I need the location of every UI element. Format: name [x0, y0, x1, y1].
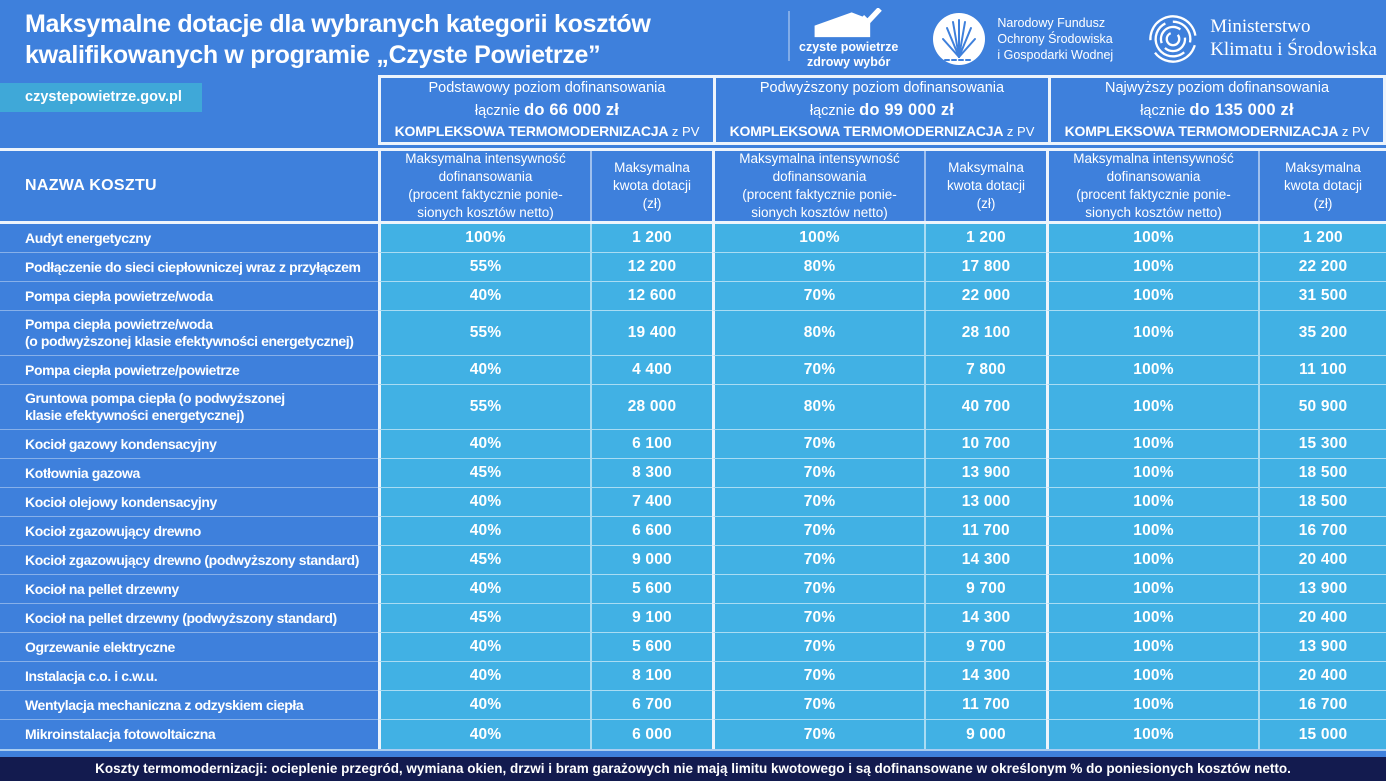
max-intensity: 100%: [1046, 633, 1258, 662]
table-row: [0, 517, 1386, 546]
max-grant-amount: 12 200: [590, 253, 712, 282]
max-intensity: 40%: [378, 282, 590, 311]
max-grant-amount: 20 400: [1258, 662, 1386, 691]
max-intensity: 80%: [712, 311, 924, 356]
nfosigw-logo-text: Narodowy Fundusz Ochrony Środowiska i Gospodarki Wodnej: [997, 15, 1114, 62]
max-grant-amount: 13 900: [924, 459, 1046, 488]
table-row: [0, 356, 1386, 385]
group-note: KOMPLEKSOWA TERMOMODERNIZACJA z PV: [394, 122, 700, 139]
house-check-icon: [809, 8, 889, 38]
max-grant-amount: 12 600: [590, 282, 712, 311]
table-row: [0, 662, 1386, 691]
table-row: [0, 430, 1386, 459]
max-intensity: 70%: [712, 691, 924, 720]
group-header-highest: [1048, 78, 1383, 142]
max-intensity: 70%: [712, 604, 924, 633]
cost-name: Kocioł na pellet drzewny: [0, 575, 378, 604]
max-intensity: 40%: [378, 356, 590, 385]
max-intensity: 40%: [378, 488, 590, 517]
table-row: [0, 311, 1386, 356]
max-grant-amount: 15 000: [1258, 720, 1386, 749]
max-grant-amount: 14 300: [924, 662, 1046, 691]
max-grant-amount: 5 600: [590, 575, 712, 604]
ministry-logo: [1147, 13, 1377, 65]
logo-strip: [790, 0, 1386, 75]
max-grant-amount: 28 000: [590, 385, 712, 430]
max-grant-amount: 20 400: [1258, 546, 1386, 575]
cost-name: Kocioł olejowy kondensacyjny: [0, 488, 378, 517]
max-grant-amount: 13 000: [924, 488, 1046, 517]
max-intensity: 70%: [712, 282, 924, 311]
fingerprint-icon: [1147, 13, 1199, 65]
group-limit: łącznie do 66 000 zł: [474, 101, 620, 120]
group-title: Najwyższy poziom dofinansowania: [1104, 80, 1330, 97]
table-row: [0, 385, 1386, 430]
max-grant-amount: 11 100: [1258, 356, 1386, 385]
max-intensity: 70%: [712, 517, 924, 546]
max-grant-amount: 50 900: [1258, 385, 1386, 430]
max-grant-amount: 16 700: [1258, 517, 1386, 546]
max-grant-amount: 31 500: [1258, 282, 1386, 311]
cost-name: Wentylacja mechaniczna z odzyskiem ciepła: [0, 691, 378, 720]
max-grant-amount: 15 300: [1258, 430, 1386, 459]
max-grant-amount: 14 300: [924, 546, 1046, 575]
max-intensity: 55%: [378, 253, 590, 282]
max-grant-amount: 18 500: [1258, 488, 1386, 517]
group-title: Podwyższony poziom dofinansowania: [759, 80, 1005, 97]
group-title: Podstawowy poziom dofinansowania: [428, 80, 666, 97]
max-grant-amount: 8 300: [590, 459, 712, 488]
max-intensity: 100%: [1046, 459, 1258, 488]
cost-name: Ogrzewanie elektryczne: [0, 633, 378, 662]
max-intensity: 70%: [712, 575, 924, 604]
max-grant-amount: 16 700: [1258, 691, 1386, 720]
max-grant-amount: 9 100: [590, 604, 712, 633]
intensity-column-header: Maksymalna intensywność dofinansowania (procent faktycznie ponie- sionych kosztów netto): [378, 151, 590, 221]
ministry-logo-text: Ministerstwo Klimatu i Środowiska: [1210, 15, 1377, 60]
table-row: [0, 633, 1386, 662]
nfosigw-logo: [932, 12, 1113, 66]
max-intensity: 55%: [378, 385, 590, 430]
max-grant-amount: 11 700: [924, 517, 1046, 546]
cost-name: Instalacja c.o. i c.w.u.: [0, 662, 378, 691]
max-grant-amount: 7 400: [590, 488, 712, 517]
table-row: [0, 488, 1386, 517]
table-row: [0, 604, 1386, 633]
max-grant-amount: 6 100: [590, 430, 712, 459]
max-intensity: 100%: [712, 224, 924, 253]
max-intensity: 100%: [1046, 430, 1258, 459]
max-grant-amount: 10 700: [924, 430, 1046, 459]
group-header-basic: [381, 78, 713, 142]
group-note: KOMPLEKSOWA TERMOMODERNIZACJA z PV: [1064, 122, 1370, 139]
czyste-powietrze-logo: [799, 8, 898, 70]
max-grant-amount: 35 200: [1258, 311, 1386, 356]
max-intensity: 100%: [1046, 517, 1258, 546]
max-grant-amount: 6 700: [590, 691, 712, 720]
max-intensity: 100%: [1046, 253, 1258, 282]
cost-name: Mikroinstalacja fotowoltaiczna: [25, 726, 216, 743]
amount-column-header: Maksymalna kwota dotacji (zł): [924, 151, 1046, 221]
table-row: [0, 720, 1386, 749]
cost-name: Pompa ciepła powietrze/woda: [0, 282, 378, 311]
intensity-column-header: Maksymalna intensywność dofinansowania (procent faktycznie ponie- sionych kosztów netto): [712, 151, 924, 221]
top-header: [0, 0, 1386, 75]
max-grant-amount: 22 000: [924, 282, 1046, 311]
tree-circle-icon: [932, 12, 986, 66]
max-intensity: 40%: [378, 662, 590, 691]
page-title: Maksymalne dotacje dla wybranych kategorii kosztów kwalifikowanych w programie „Czyste Powietrze”: [25, 10, 651, 69]
max-intensity: 100%: [1046, 720, 1258, 749]
cost-name: Kocioł zgazowujący drewno: [0, 517, 378, 546]
max-grant-amount: 7 800: [924, 356, 1046, 385]
max-grant-amount: 1 200: [1258, 224, 1386, 253]
cost-name: Kocioł na pellet drzewny (podwyższony standard): [0, 604, 378, 633]
max-intensity: 80%: [712, 253, 924, 282]
footer-note: Koszty termomodernizacji: ocieplenie przegród, wymiana okien, drzwi i bram garażowych nie mają limitu kwotowego i są dofinansowane w określonym % do poniesionych kosztów netto.: [0, 757, 1386, 781]
group-note: KOMPLEKSOWA TERMOMODERNIZACJA z PV: [729, 122, 1035, 139]
max-grant-amount: 11 700: [924, 691, 1046, 720]
max-intensity: 45%: [378, 546, 590, 575]
group-limit: łącznie do 135 000 zł: [1140, 101, 1294, 120]
max-intensity: 55%: [378, 311, 590, 356]
max-intensity: 70%: [712, 633, 924, 662]
group-limit: łącznie do 99 000 zł: [809, 101, 955, 120]
max-intensity: 70%: [712, 459, 924, 488]
table-row: [0, 282, 1386, 311]
max-intensity: 70%: [712, 546, 924, 575]
table-row: [0, 691, 1386, 720]
max-intensity: 100%: [1046, 224, 1258, 253]
cost-name: Audyt energetyczny: [0, 224, 378, 253]
max-intensity: 40%: [378, 575, 590, 604]
website-link[interactable]: czystepowietrze.gov.pl: [0, 83, 202, 112]
max-intensity: 100%: [1046, 488, 1258, 517]
max-intensity: 70%: [712, 430, 924, 459]
max-grant-amount: 6 600: [590, 517, 712, 546]
max-grant-amount: 5 600: [590, 633, 712, 662]
max-grant-amount: 9 000: [590, 546, 712, 575]
max-grant-amount: 13 900: [1258, 575, 1386, 604]
cost-name: Podłączenie do sieci ciepłowniczej wraz z przyłączem: [0, 253, 378, 282]
max-grant-amount: 9 700: [924, 575, 1046, 604]
max-grant-amount: 8 100: [590, 662, 712, 691]
cost-name: Kotłownia gazowa: [0, 459, 378, 488]
czyste-powietrze-logo-text: czyste powietrze zdrowy wybór: [799, 39, 899, 69]
max-intensity: 100%: [1046, 356, 1258, 385]
max-grant-amount: 9 700: [924, 633, 1046, 662]
intensity-column-header: Maksymalna intensywność dofinansowania (procent faktycznie ponie- sionych kosztów netto): [1046, 151, 1258, 221]
max-grant-amount: 4 400: [590, 356, 712, 385]
group-header-raised: [713, 78, 1048, 142]
max-grant-amount: 19 400: [590, 311, 712, 356]
name-column-header: NAZWA KOSZTU: [25, 177, 157, 194]
table-row: [0, 575, 1386, 604]
amount-column-header: Maksymalna kwota dotacji (zł): [590, 151, 712, 221]
table-row: [0, 253, 1386, 282]
max-intensity: 40%: [378, 720, 590, 749]
column-headers: [0, 148, 1386, 224]
max-grant-amount: 40 700: [924, 385, 1046, 430]
cost-name: Pompa ciepła powietrze/woda (o podwyższonej klasie efektywności energetycznej): [0, 311, 378, 356]
max-grant-amount: 1 200: [924, 224, 1046, 253]
max-grant-amount: 22 200: [1258, 253, 1386, 282]
cost-name: Pompa ciepła powietrze/powietrze: [0, 356, 378, 385]
max-intensity: 40%: [378, 517, 590, 546]
max-intensity: 100%: [1046, 385, 1258, 430]
max-intensity: 40%: [378, 633, 590, 662]
cost-name: Gruntowa pompa ciepła (o podwyższonej klasie efektywności energetycznej): [0, 385, 378, 430]
max-intensity: 45%: [378, 459, 590, 488]
table-rows: [0, 224, 1386, 751]
max-intensity: 80%: [712, 385, 924, 430]
max-intensity: 45%: [378, 604, 590, 633]
max-intensity: 100%: [1046, 282, 1258, 311]
max-grant-amount: 14 300: [924, 604, 1046, 633]
table-row: [0, 546, 1386, 575]
max-intensity: 70%: [712, 356, 924, 385]
max-grant-amount: 28 100: [924, 311, 1046, 356]
table-row: [0, 224, 1386, 253]
max-intensity: 100%: [1046, 691, 1258, 720]
table-row: [0, 459, 1386, 488]
max-grant-amount: 18 500: [1258, 459, 1386, 488]
max-grant-amount: 20 400: [1258, 604, 1386, 633]
max-intensity: 70%: [712, 488, 924, 517]
cost-name: Kocioł zgazowujący drewno (podwyższony standard): [0, 546, 378, 575]
amount-column-header: Maksymalna kwota dotacji (zł): [1258, 151, 1386, 221]
max-intensity: 40%: [378, 430, 590, 459]
max-intensity: 100%: [1046, 604, 1258, 633]
max-grant-amount: 13 900: [1258, 633, 1386, 662]
max-intensity: 100%: [378, 224, 590, 253]
max-intensity: 100%: [1046, 662, 1258, 691]
max-intensity: 100%: [1046, 546, 1258, 575]
max-grant-amount: 9 000: [924, 720, 1046, 749]
max-intensity: 40%: [378, 691, 590, 720]
funding-level-headers: [378, 75, 1386, 145]
max-grant-amount: 1 200: [590, 224, 712, 253]
max-grant-amount: 17 800: [924, 253, 1046, 282]
max-intensity: 70%: [712, 662, 924, 691]
max-grant-amount: 6 000: [590, 720, 712, 749]
cost-name: Kocioł gazowy kondensacyjny: [0, 430, 378, 459]
max-intensity: 100%: [1046, 575, 1258, 604]
max-intensity: 70%: [712, 720, 924, 749]
max-intensity: 100%: [1046, 311, 1258, 356]
